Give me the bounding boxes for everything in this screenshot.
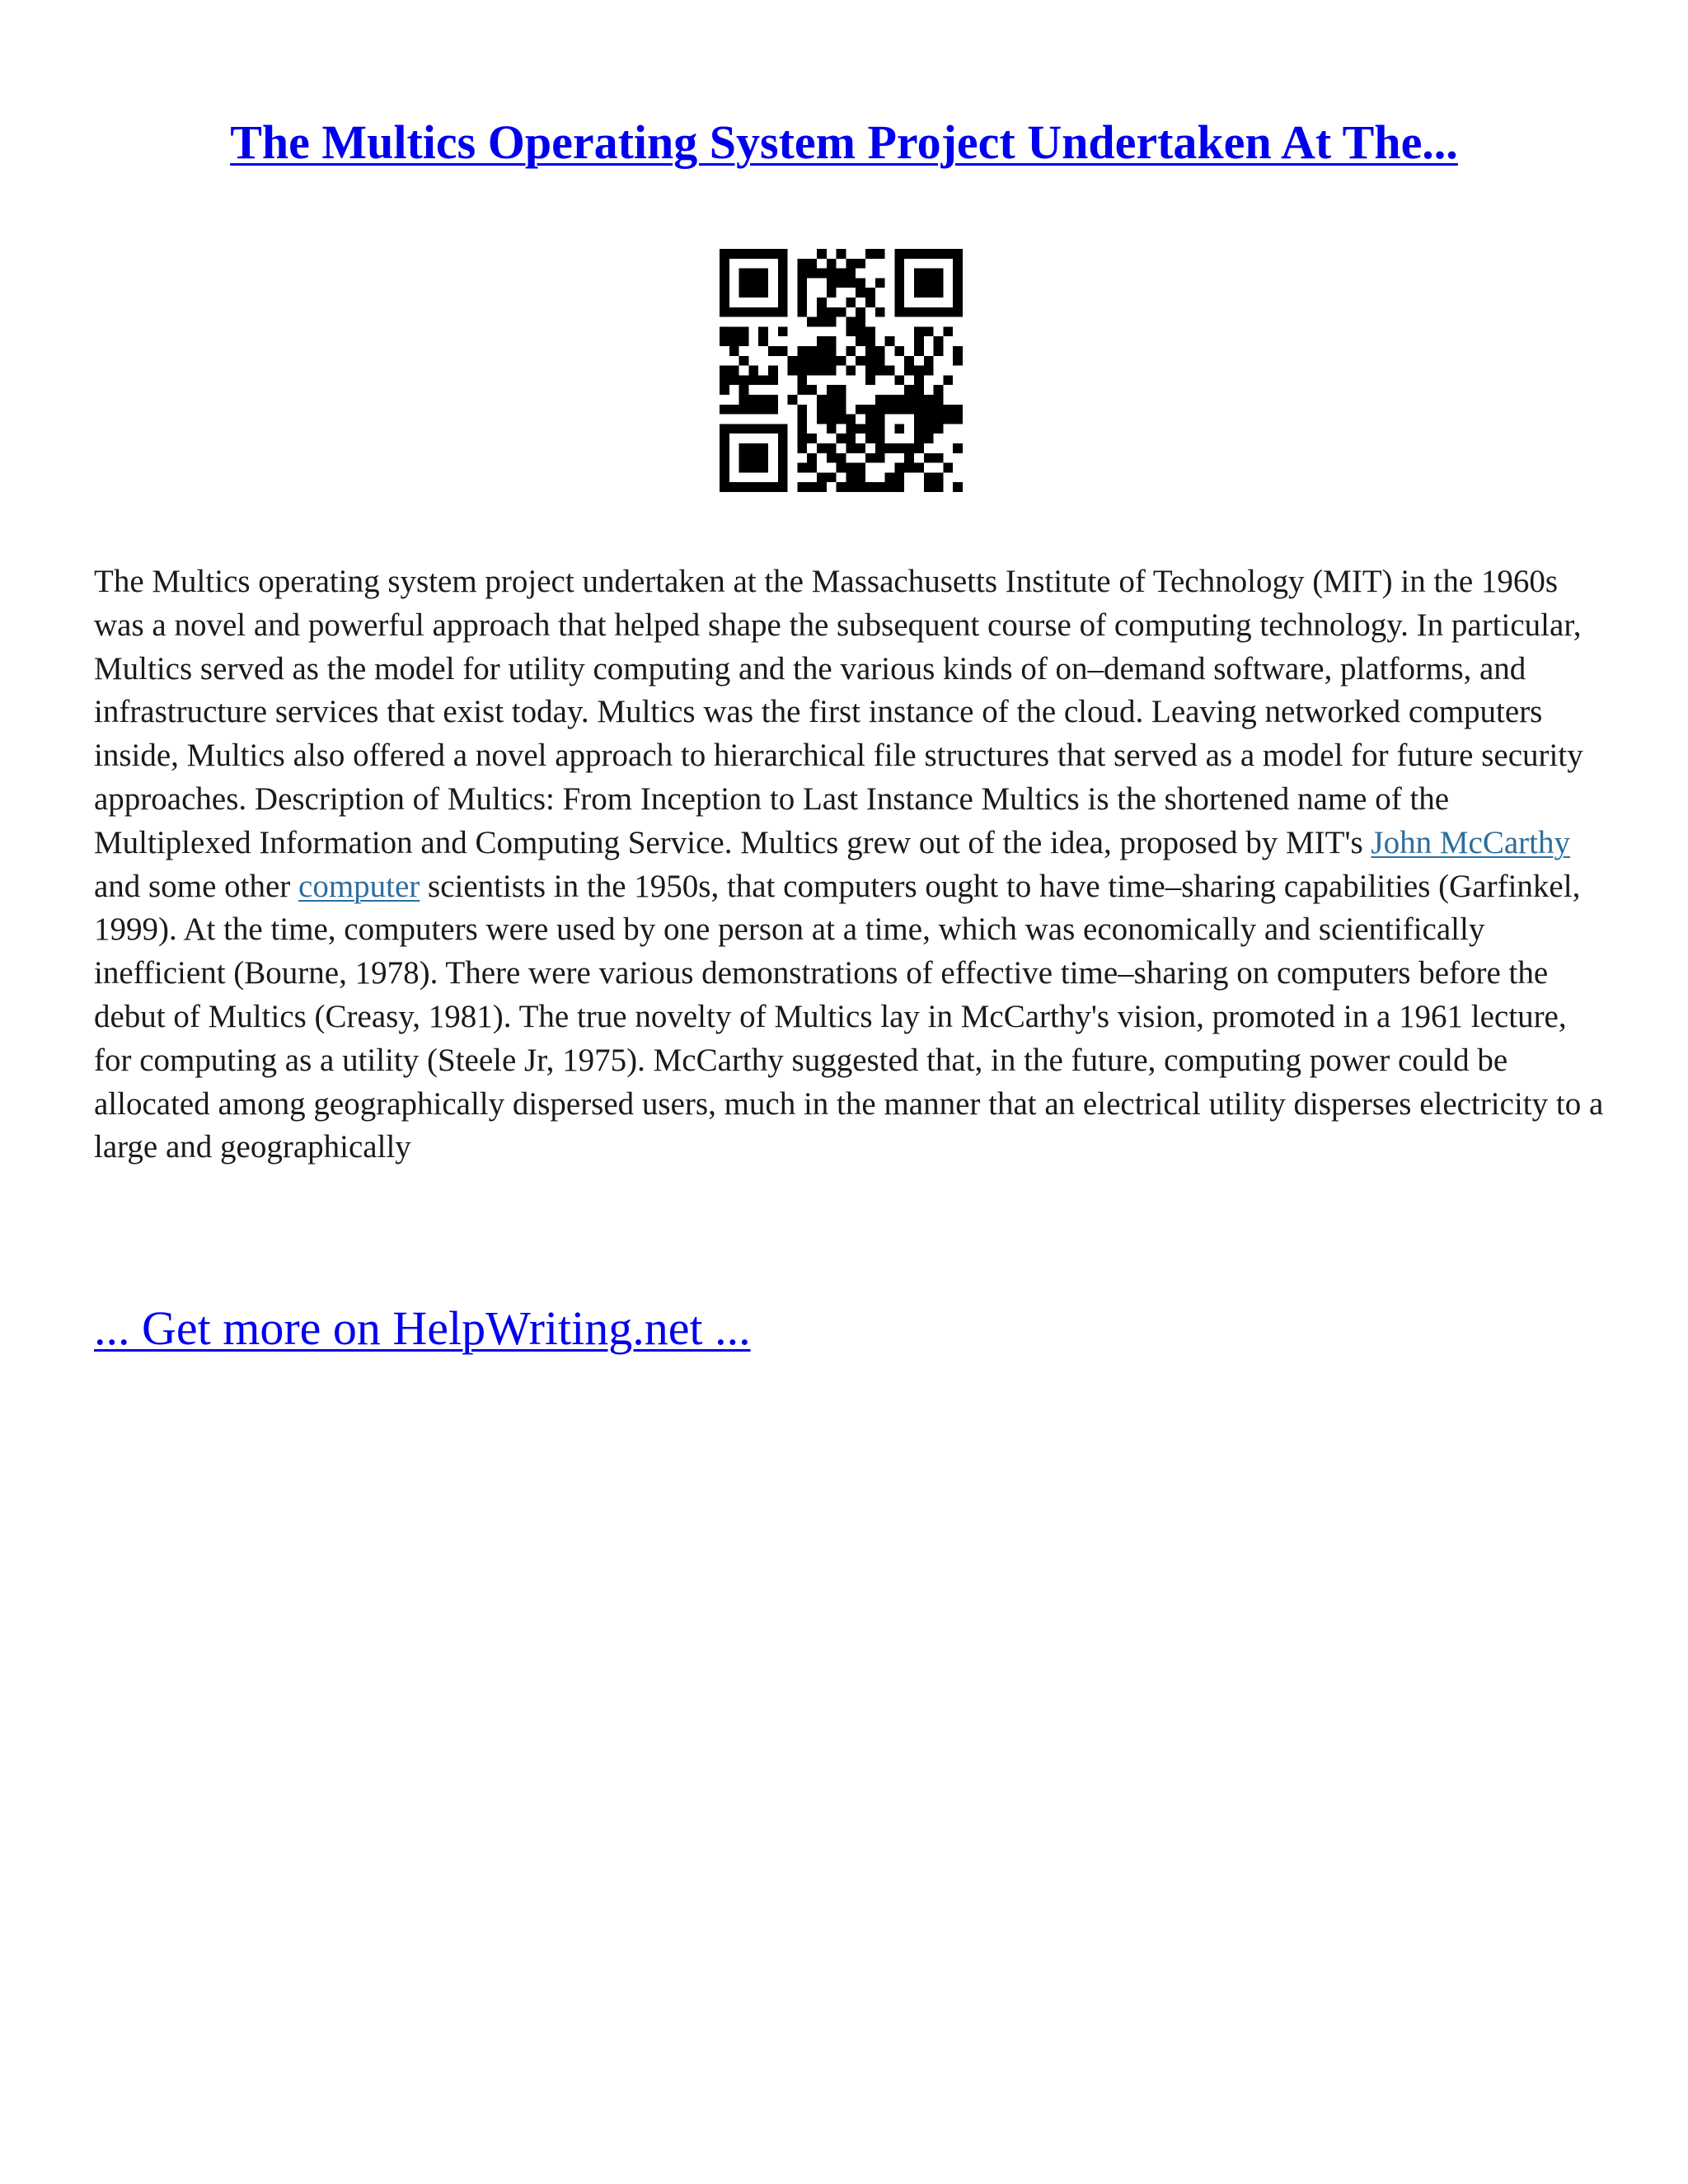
document-title — [0, 114, 1688, 171]
get-more-link[interactable]: ... Get more on HelpWriting.net ... — [94, 1301, 751, 1355]
john-mccarthy-link[interactable]: John McCarthy — [1371, 824, 1570, 860]
computer-link[interactable]: computer — [298, 868, 420, 904]
body-text-part-3: scientists in the 1950s, that computers ought to have time–sharing capabilities (Garfinkel, 1999). At the time, computers were used by one person at a time, which was economically and scientifically inefficient (Bourne, 1978). There were various demonstrations of effective time–sharing on computers before the debut of Multics (Creasy, 1981). The true novelty of Multics lay in McCarthy's vision, promoted in a 1961 lecture, for computing as a utility (Steele Jr, 1975). McCarthy suggested that, in the future, computing power could be allocated among geographically dispersed users, much in the manner that an electrical utility disperses electricity to a large and geographically — [94, 868, 1604, 1165]
body-text-part-2: and some other — [94, 868, 299, 904]
title-link[interactable]: The Multics Operating System Project Undertaken At The... — [230, 115, 1458, 169]
qr-code-icon — [720, 249, 963, 492]
body-text-part-1: The Multics operating system project undertaken at the Massachusetts Institute of Technology (MIT) in the 1960s was a novel and powerful approach that helped shape the subsequent course of computing technology. In particular, Multics served as the model for utility computing and the various kinds of on–demand software, platforms, and infrastructure services that exist today. Multics was the first instance of the cloud. Leaving networked computers inside, Multics also offered a novel approach to hierarchical file structures that served as a model for future security approaches. Description of Multics: From Inception to Last Instance Multics is the shortened name of the Multiplexed Information and Computing Service. Multics grew out of the idea, proposed by MIT's — [94, 564, 1583, 860]
body-paragraph — [94, 560, 1611, 1169]
more-link-line — [94, 1300, 751, 1357]
